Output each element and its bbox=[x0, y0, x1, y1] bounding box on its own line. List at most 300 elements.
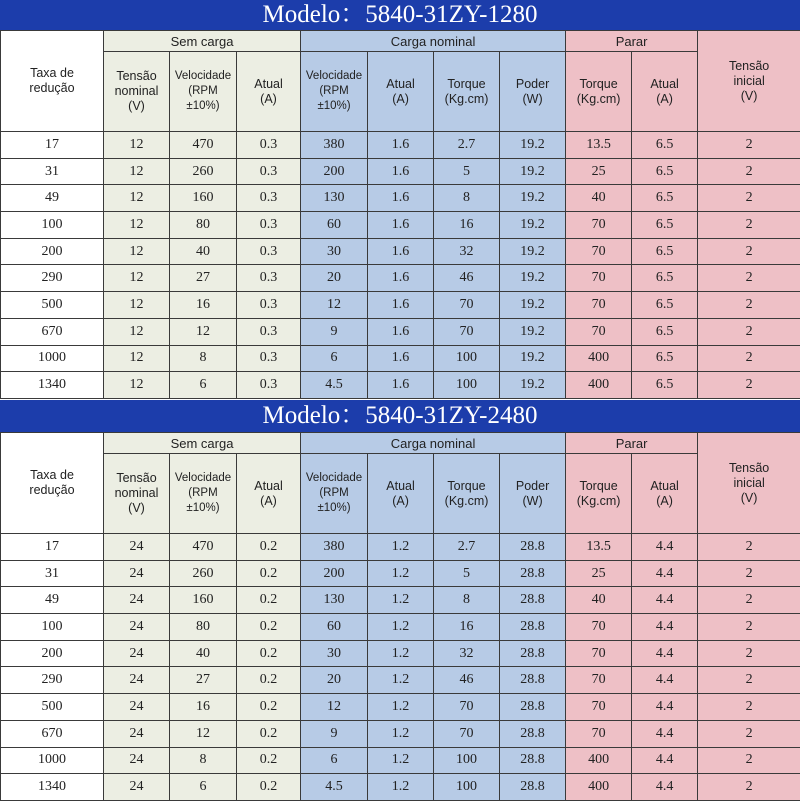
cell-tensao-inicial: 2 bbox=[698, 292, 800, 319]
cell-torque-p: 400 bbox=[566, 372, 632, 399]
column-header-row bbox=[1, 454, 800, 534]
header-text-line: Torque bbox=[447, 77, 485, 91]
header-text-line: (A) bbox=[392, 494, 409, 508]
cell-torque-cn: 100 bbox=[434, 747, 500, 774]
cell-tensao-inicial: 2 bbox=[698, 694, 800, 721]
cell-atual-sc: 0.3 bbox=[237, 238, 301, 265]
cell-velocidade-sc: 40 bbox=[170, 640, 237, 667]
header-atual-p bbox=[632, 454, 698, 534]
table-row bbox=[1, 747, 800, 774]
cell-torque-cn: 100 bbox=[434, 372, 500, 399]
spec-table bbox=[0, 30, 800, 399]
cell-atual-p: 4.4 bbox=[632, 534, 698, 561]
header-text-line: (V) bbox=[741, 89, 758, 103]
cell-torque-p: 13.5 bbox=[566, 132, 632, 159]
header-velocidade-cn bbox=[301, 52, 368, 132]
cell-atual-p: 4.4 bbox=[632, 667, 698, 694]
header-text-line: Tensão bbox=[116, 69, 156, 83]
cell-atual-p: 6.5 bbox=[632, 132, 698, 159]
cell-velocidade-cn: 200 bbox=[301, 560, 368, 587]
header-text-line: (V) bbox=[128, 501, 145, 515]
header-text-line: ±10%) bbox=[186, 502, 219, 514]
header-torque-cn bbox=[434, 52, 500, 132]
cell-atual-p: 6.5 bbox=[632, 212, 698, 239]
table-row bbox=[1, 212, 800, 239]
cell-tensao-inicial: 2 bbox=[698, 747, 800, 774]
cell-atual-p: 6.5 bbox=[632, 318, 698, 345]
cell-atual-p: 4.4 bbox=[632, 560, 698, 587]
cell-taxa: 670 bbox=[1, 720, 104, 747]
table-row bbox=[1, 640, 800, 667]
header-text-line: Atual bbox=[386, 479, 415, 493]
cell-velocidade-cn: 6 bbox=[301, 747, 368, 774]
table-row bbox=[1, 265, 800, 292]
cell-velocidade-cn: 130 bbox=[301, 185, 368, 212]
cell-atual-p: 6.5 bbox=[632, 238, 698, 265]
header-tensao-nominal bbox=[104, 454, 170, 534]
table-row bbox=[1, 318, 800, 345]
cell-poder: 19.2 bbox=[500, 318, 566, 345]
header-velocidade-sc bbox=[170, 52, 237, 132]
cell-poder: 28.8 bbox=[500, 640, 566, 667]
cell-atual-sc: 0.3 bbox=[237, 158, 301, 185]
cell-atual-cn: 1.2 bbox=[368, 720, 434, 747]
header-text-line: nominal bbox=[115, 486, 159, 500]
cell-atual-sc: 0.3 bbox=[237, 372, 301, 399]
cell-tensao-inicial: 2 bbox=[698, 774, 800, 801]
header-text-line: redução bbox=[29, 483, 74, 497]
model-code: 5840-31ZY-2480 bbox=[365, 400, 537, 432]
header-text-line: Tensão bbox=[116, 471, 156, 485]
cell-atual-cn: 1.6 bbox=[368, 265, 434, 292]
group-carga-nominal: Carga nominal bbox=[301, 433, 566, 454]
header-text-line: Torque bbox=[579, 77, 617, 91]
cell-taxa: 670 bbox=[1, 318, 104, 345]
header-text-line: (A) bbox=[656, 92, 673, 106]
group-sem-carga: Sem carga bbox=[104, 433, 301, 454]
cell-taxa: 500 bbox=[1, 292, 104, 319]
cell-velocidade-sc: 6 bbox=[170, 774, 237, 801]
header-text-line: (A) bbox=[260, 494, 277, 508]
cell-atual-p: 6.5 bbox=[632, 345, 698, 372]
cell-atual-sc: 0.2 bbox=[237, 640, 301, 667]
cell-taxa: 200 bbox=[1, 238, 104, 265]
cell-taxa: 17 bbox=[1, 132, 104, 159]
header-poder bbox=[500, 52, 566, 132]
header-text-line: Atual bbox=[254, 479, 283, 493]
cell-tensao-inicial: 2 bbox=[698, 318, 800, 345]
header-text-line: Tensão bbox=[729, 461, 769, 475]
cell-tensao-inicial: 2 bbox=[698, 614, 800, 641]
header-torque-p bbox=[566, 454, 632, 534]
cell-atual-p: 6.5 bbox=[632, 158, 698, 185]
cell-poder: 19.2 bbox=[500, 185, 566, 212]
cell-tensao-nominal: 12 bbox=[104, 212, 170, 239]
header-text-line: ±10%) bbox=[186, 100, 219, 112]
cell-tensao-nominal: 24 bbox=[104, 747, 170, 774]
cell-atual-p: 4.4 bbox=[632, 640, 698, 667]
cell-tensao-nominal: 24 bbox=[104, 774, 170, 801]
column-header-row bbox=[1, 52, 800, 132]
cell-torque-cn: 46 bbox=[434, 667, 500, 694]
group-parar: Parar bbox=[566, 433, 698, 454]
cell-velocidade-cn: 12 bbox=[301, 292, 368, 319]
header-text-line: Velocidade bbox=[175, 70, 231, 82]
header-text-line: Poder bbox=[516, 77, 549, 91]
cell-tensao-nominal: 24 bbox=[104, 694, 170, 721]
cell-velocidade-cn: 6 bbox=[301, 345, 368, 372]
header-tensao-nominal bbox=[104, 52, 170, 132]
cell-tensao-inicial: 2 bbox=[698, 265, 800, 292]
header-text-line: Velocidade bbox=[306, 70, 362, 82]
cell-tensao-inicial: 2 bbox=[698, 560, 800, 587]
cell-atual-cn: 1.6 bbox=[368, 292, 434, 319]
table-row bbox=[1, 238, 800, 265]
cell-torque-cn: 32 bbox=[434, 640, 500, 667]
cell-atual-cn: 1.2 bbox=[368, 747, 434, 774]
header-text-line: Velocidade bbox=[175, 472, 231, 484]
cell-torque-p: 40 bbox=[566, 587, 632, 614]
cell-velocidade-cn: 4.5 bbox=[301, 774, 368, 801]
cell-taxa: 290 bbox=[1, 265, 104, 292]
cell-torque-p: 40 bbox=[566, 185, 632, 212]
cell-torque-cn: 16 bbox=[434, 212, 500, 239]
cell-tensao-inicial: 2 bbox=[698, 640, 800, 667]
cell-poder: 19.2 bbox=[500, 158, 566, 185]
cell-torque-p: 25 bbox=[566, 560, 632, 587]
cell-torque-p: 70 bbox=[566, 212, 632, 239]
cell-taxa: 1000 bbox=[1, 345, 104, 372]
cell-atual-sc: 0.2 bbox=[237, 614, 301, 641]
cell-atual-cn: 1.2 bbox=[368, 534, 434, 561]
cell-torque-p: 70 bbox=[566, 694, 632, 721]
header-text-line: (W) bbox=[522, 494, 542, 508]
header-text-line: ±10%) bbox=[317, 502, 350, 514]
cell-poder: 19.2 bbox=[500, 238, 566, 265]
cell-taxa: 100 bbox=[1, 614, 104, 641]
model-title-bar bbox=[0, 400, 800, 432]
cell-poder: 19.2 bbox=[500, 212, 566, 239]
cell-taxa: 500 bbox=[1, 694, 104, 721]
header-text-line: (RPM bbox=[188, 85, 217, 97]
cell-atual-p: 4.4 bbox=[632, 587, 698, 614]
header-tensao-inicial bbox=[698, 31, 800, 132]
cell-poder: 28.8 bbox=[500, 774, 566, 801]
cell-velocidade-sc: 470 bbox=[170, 132, 237, 159]
cell-atual-cn: 1.6 bbox=[368, 345, 434, 372]
header-text-line: (A) bbox=[392, 92, 409, 106]
cell-torque-cn: 100 bbox=[434, 774, 500, 801]
cell-torque-p: 400 bbox=[566, 345, 632, 372]
cell-velocidade-sc: 470 bbox=[170, 534, 237, 561]
cell-taxa: 100 bbox=[1, 212, 104, 239]
cell-tensao-nominal: 24 bbox=[104, 587, 170, 614]
cell-velocidade-sc: 160 bbox=[170, 587, 237, 614]
cell-torque-cn: 100 bbox=[434, 345, 500, 372]
header-text-line: (V) bbox=[128, 99, 145, 113]
table-row bbox=[1, 694, 800, 721]
cell-velocidade-sc: 27 bbox=[170, 265, 237, 292]
cell-atual-sc: 0.3 bbox=[237, 345, 301, 372]
cell-poder: 28.8 bbox=[500, 694, 566, 721]
cell-tensao-nominal: 24 bbox=[104, 614, 170, 641]
cell-velocidade-cn: 60 bbox=[301, 614, 368, 641]
group-header-row bbox=[1, 31, 800, 52]
cell-velocidade-cn: 130 bbox=[301, 587, 368, 614]
cell-velocidade-cn: 380 bbox=[301, 132, 368, 159]
header-text-line: ±10%) bbox=[317, 100, 350, 112]
cell-tensao-inicial: 2 bbox=[698, 534, 800, 561]
cell-atual-cn: 1.6 bbox=[368, 372, 434, 399]
cell-tensao-inicial: 2 bbox=[698, 158, 800, 185]
table-row bbox=[1, 587, 800, 614]
cell-poder: 28.8 bbox=[500, 747, 566, 774]
table-row bbox=[1, 534, 800, 561]
cell-velocidade-sc: 80 bbox=[170, 212, 237, 239]
cell-atual-cn: 1.2 bbox=[368, 560, 434, 587]
cell-tensao-nominal: 12 bbox=[104, 158, 170, 185]
cell-velocidade-sc: 160 bbox=[170, 185, 237, 212]
header-text-line: (V) bbox=[741, 491, 758, 505]
cell-velocidade-cn: 4.5 bbox=[301, 372, 368, 399]
cell-torque-p: 70 bbox=[566, 265, 632, 292]
cell-poder: 19.2 bbox=[500, 265, 566, 292]
cell-velocidade-sc: 40 bbox=[170, 238, 237, 265]
cell-atual-sc: 0.2 bbox=[237, 534, 301, 561]
cell-atual-cn: 1.2 bbox=[368, 587, 434, 614]
table-row bbox=[1, 560, 800, 587]
cell-torque-p: 70 bbox=[566, 667, 632, 694]
group-carga-nominal: Carga nominal bbox=[301, 31, 566, 52]
cell-taxa: 49 bbox=[1, 185, 104, 212]
header-text-line: Atual bbox=[650, 77, 679, 91]
cell-torque-p: 70 bbox=[566, 238, 632, 265]
header-text-line: (RPM bbox=[188, 487, 217, 499]
cell-velocidade-cn: 20 bbox=[301, 667, 368, 694]
header-text-line: (Kg.cm) bbox=[577, 92, 621, 106]
table-row bbox=[1, 774, 800, 801]
cell-torque-p: 70 bbox=[566, 720, 632, 747]
cell-poder: 28.8 bbox=[500, 614, 566, 641]
header-text-line: nominal bbox=[115, 84, 159, 98]
cell-tensao-nominal: 12 bbox=[104, 185, 170, 212]
cell-poder: 19.2 bbox=[500, 372, 566, 399]
cell-tensao-inicial: 2 bbox=[698, 132, 800, 159]
cell-torque-p: 70 bbox=[566, 614, 632, 641]
cell-poder: 28.8 bbox=[500, 667, 566, 694]
cell-atual-sc: 0.3 bbox=[237, 212, 301, 239]
cell-tensao-inicial: 2 bbox=[698, 212, 800, 239]
cell-tensao-nominal: 24 bbox=[104, 667, 170, 694]
cell-torque-cn: 2.7 bbox=[434, 534, 500, 561]
header-text-line: Atual bbox=[650, 479, 679, 493]
cell-tensao-nominal: 24 bbox=[104, 640, 170, 667]
cell-atual-p: 6.5 bbox=[632, 372, 698, 399]
cell-tensao-nominal: 12 bbox=[104, 345, 170, 372]
cell-torque-p: 70 bbox=[566, 292, 632, 319]
table-row bbox=[1, 372, 800, 399]
cell-tensao-inicial: 2 bbox=[698, 667, 800, 694]
cell-velocidade-cn: 200 bbox=[301, 158, 368, 185]
header-text-line: Velocidade bbox=[306, 472, 362, 484]
header-taxa-reducao bbox=[1, 31, 104, 132]
header-text-line: redução bbox=[29, 81, 74, 95]
cell-atual-p: 4.4 bbox=[632, 747, 698, 774]
cell-atual-p: 4.4 bbox=[632, 694, 698, 721]
cell-atual-sc: 0.3 bbox=[237, 132, 301, 159]
cell-atual-cn: 1.6 bbox=[368, 185, 434, 212]
cell-velocidade-sc: 16 bbox=[170, 292, 237, 319]
cell-poder: 19.2 bbox=[500, 132, 566, 159]
cell-atual-sc: 0.2 bbox=[237, 560, 301, 587]
cell-torque-cn: 8 bbox=[434, 185, 500, 212]
cell-atual-sc: 0.3 bbox=[237, 318, 301, 345]
header-text-line: (RPM bbox=[319, 487, 348, 499]
cell-atual-cn: 1.6 bbox=[368, 212, 434, 239]
header-text-line: Taxa de bbox=[30, 468, 74, 482]
cell-atual-cn: 1.6 bbox=[368, 132, 434, 159]
cell-taxa: 1340 bbox=[1, 774, 104, 801]
cell-atual-sc: 0.3 bbox=[237, 185, 301, 212]
header-velocidade-sc bbox=[170, 454, 237, 534]
header-text-line: Poder bbox=[516, 479, 549, 493]
cell-torque-p: 400 bbox=[566, 747, 632, 774]
cell-atual-cn: 1.6 bbox=[368, 158, 434, 185]
cell-atual-cn: 1.6 bbox=[368, 238, 434, 265]
cell-torque-p: 70 bbox=[566, 640, 632, 667]
cell-tensao-inicial: 2 bbox=[698, 345, 800, 372]
cell-torque-p: 13.5 bbox=[566, 534, 632, 561]
cell-torque-cn: 46 bbox=[434, 265, 500, 292]
model-code: 5840-31ZY-1280 bbox=[365, 0, 537, 30]
cell-tensao-inicial: 2 bbox=[698, 720, 800, 747]
cell-torque-cn: 8 bbox=[434, 587, 500, 614]
cell-atual-p: 4.4 bbox=[632, 720, 698, 747]
cell-tensao-nominal: 24 bbox=[104, 560, 170, 587]
cell-torque-p: 25 bbox=[566, 158, 632, 185]
cell-poder: 28.8 bbox=[500, 720, 566, 747]
cell-velocidade-sc: 6 bbox=[170, 372, 237, 399]
cell-atual-sc: 0.3 bbox=[237, 292, 301, 319]
header-text-line: (A) bbox=[260, 92, 277, 106]
cell-taxa: 17 bbox=[1, 534, 104, 561]
table-row bbox=[1, 614, 800, 641]
group-header-row bbox=[1, 433, 800, 454]
header-text-line: (RPM bbox=[319, 85, 348, 97]
cell-poder: 28.8 bbox=[500, 587, 566, 614]
cell-tensao-inicial: 2 bbox=[698, 372, 800, 399]
header-text-line: Torque bbox=[447, 479, 485, 493]
header-text-line: Taxa de bbox=[30, 66, 74, 80]
cell-torque-p: 70 bbox=[566, 318, 632, 345]
cell-velocidade-cn: 20 bbox=[301, 265, 368, 292]
cell-atual-sc: 0.2 bbox=[237, 587, 301, 614]
cell-velocidade-sc: 260 bbox=[170, 158, 237, 185]
cell-torque-cn: 2.7 bbox=[434, 132, 500, 159]
header-taxa-reducao bbox=[1, 433, 104, 534]
cell-velocidade-cn: 380 bbox=[301, 534, 368, 561]
cell-torque-cn: 70 bbox=[434, 694, 500, 721]
cell-tensao-nominal: 12 bbox=[104, 238, 170, 265]
cell-poder: 19.2 bbox=[500, 292, 566, 319]
cell-atual-sc: 0.2 bbox=[237, 774, 301, 801]
spec-table bbox=[0, 432, 800, 801]
cell-velocidade-cn: 12 bbox=[301, 694, 368, 721]
cell-tensao-nominal: 24 bbox=[104, 720, 170, 747]
model-title-bar bbox=[0, 0, 800, 30]
header-text-line: inicial bbox=[733, 476, 764, 490]
header-text-line: (A) bbox=[656, 494, 673, 508]
header-text-line: Atual bbox=[386, 77, 415, 91]
cell-atual-sc: 0.2 bbox=[237, 694, 301, 721]
header-text-line: Torque bbox=[579, 479, 617, 493]
header-torque-p bbox=[566, 52, 632, 132]
group-sem-carga: Sem carga bbox=[104, 31, 301, 52]
cell-velocidade-sc: 12 bbox=[170, 318, 237, 345]
header-atual-p bbox=[632, 52, 698, 132]
model-label: Modelo： bbox=[263, 400, 366, 432]
cell-atual-sc: 0.2 bbox=[237, 747, 301, 774]
header-text-line: (Kg.cm) bbox=[577, 494, 621, 508]
cell-atual-sc: 0.2 bbox=[237, 720, 301, 747]
table-row bbox=[1, 158, 800, 185]
cell-atual-p: 4.4 bbox=[632, 614, 698, 641]
cell-torque-cn: 16 bbox=[434, 614, 500, 641]
header-atual-cn bbox=[368, 454, 434, 534]
cell-atual-cn: 1.2 bbox=[368, 774, 434, 801]
cell-atual-p: 6.5 bbox=[632, 185, 698, 212]
cell-tensao-nominal: 12 bbox=[104, 372, 170, 399]
model-label: Modelo： bbox=[263, 0, 366, 30]
header-text-line: (W) bbox=[522, 92, 542, 106]
cell-poder: 28.8 bbox=[500, 534, 566, 561]
cell-velocidade-sc: 8 bbox=[170, 747, 237, 774]
cell-torque-cn: 70 bbox=[434, 720, 500, 747]
cell-torque-cn: 32 bbox=[434, 238, 500, 265]
cell-atual-sc: 0.2 bbox=[237, 667, 301, 694]
cell-taxa: 290 bbox=[1, 667, 104, 694]
header-text-line: (Kg.cm) bbox=[445, 494, 489, 508]
cell-velocidade-cn: 9 bbox=[301, 318, 368, 345]
cell-tensao-inicial: 2 bbox=[698, 587, 800, 614]
cell-tensao-inicial: 2 bbox=[698, 238, 800, 265]
cell-torque-cn: 70 bbox=[434, 292, 500, 319]
group-parar: Parar bbox=[566, 31, 698, 52]
cell-velocidade-cn: 9 bbox=[301, 720, 368, 747]
cell-atual-cn: 1.2 bbox=[368, 667, 434, 694]
header-text-line: Atual bbox=[254, 77, 283, 91]
cell-tensao-nominal: 12 bbox=[104, 318, 170, 345]
header-poder bbox=[500, 454, 566, 534]
cell-tensao-nominal: 12 bbox=[104, 292, 170, 319]
cell-velocidade-sc: 16 bbox=[170, 694, 237, 721]
cell-atual-p: 4.4 bbox=[632, 774, 698, 801]
cell-taxa: 1000 bbox=[1, 747, 104, 774]
cell-velocidade-cn: 30 bbox=[301, 640, 368, 667]
cell-tensao-nominal: 24 bbox=[104, 534, 170, 561]
cell-torque-cn: 5 bbox=[434, 560, 500, 587]
cell-tensao-nominal: 12 bbox=[104, 265, 170, 292]
cell-velocidade-cn: 60 bbox=[301, 212, 368, 239]
header-text-line: inicial bbox=[733, 74, 764, 88]
cell-atual-cn: 1.2 bbox=[368, 640, 434, 667]
table-row bbox=[1, 185, 800, 212]
cell-poder: 28.8 bbox=[500, 560, 566, 587]
table-row bbox=[1, 345, 800, 372]
cell-atual-cn: 1.6 bbox=[368, 318, 434, 345]
cell-velocidade-sc: 27 bbox=[170, 667, 237, 694]
table-row bbox=[1, 132, 800, 159]
